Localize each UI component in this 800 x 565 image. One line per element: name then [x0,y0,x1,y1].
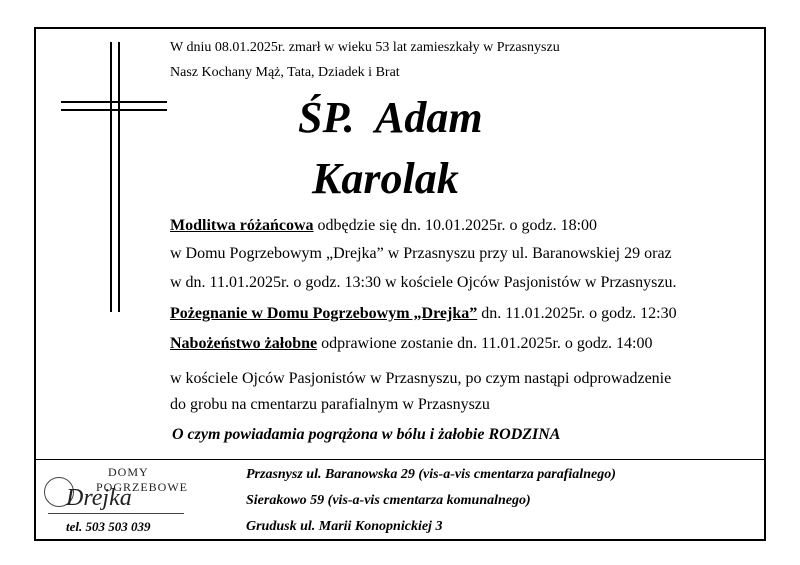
rosary-text: odbędzie się dn. 10.01.2025r. o godz. 18:00 [313,217,598,234]
logo-script: Drejka [66,485,132,511]
cross-icon [61,101,167,103]
phone-number: tel. 503 503 039 [66,519,151,534]
deceased-name-line-2: Karolak [312,154,459,203]
farewell-line [170,305,677,323]
ceremony-line-3: w dn. 11.01.2025r. o godz. 13:30 w kościele Ojców Pasjonistów w Przasnyszu. [170,274,677,291]
cross-icon [110,42,112,312]
farewell-label: Pożegnanie w Domu Pogrzebowym „Drejka” [170,305,478,322]
footer-divider [34,459,766,460]
ceremony-line-7: do grobu na cmentarzu parafialnym w Przasnyszu [170,396,490,413]
address-line: Przasnysz ul. Baranowska 29 (vis-a-vis cmentarza parafialnego) [246,467,616,482]
closing-text: O czym powiadamia pogrążona w bólu i żałobie RODZINA [172,426,561,443]
farewell-text: dn. 11.01.2025r. o godz. 12:30 [477,305,677,322]
rosary-line [170,217,597,235]
service-line [170,335,652,353]
logo-line-1: DOMY [108,465,149,479]
deceased-name-line-1: ŚP. Adam [298,93,483,142]
service-label: Nabożeństwo żałobne [170,335,318,352]
address-line: Grudusk ul. Marii Konopnickiej 3 [246,519,443,534]
ceremony-line-2: w Domu Pogrzebowym „Drejka” w Przasnyszu przy ul. Baranowskiej 29 oraz [170,245,672,262]
cross-icon [61,109,167,111]
rosary-label: Modlitwa różańcowa [170,217,314,234]
service-text: odprawione zostanie dn. 11.01.2025r. o godz. 14:00 [317,335,653,352]
intro-line-2: Nasz Kochany Mąż, Tata, Dziadek i Brat [170,65,400,80]
logo-line-2: POGRZEBOWE [96,480,188,494]
intro-line-1: W dniu 08.01.2025r. zmarł w wieku 53 lat zamieszkały w Przasnyszu [170,40,560,55]
logo-underline [48,513,184,514]
cross-icon [118,42,120,312]
ceremony-line-6: w kościele Ojców Pasjonistów w Przasnyszu, po czym nastąpi odprowadzenie [170,370,672,387]
address-line: Sierakowo 59 (vis-a-vis cmentarza komunalnego) [246,493,531,508]
